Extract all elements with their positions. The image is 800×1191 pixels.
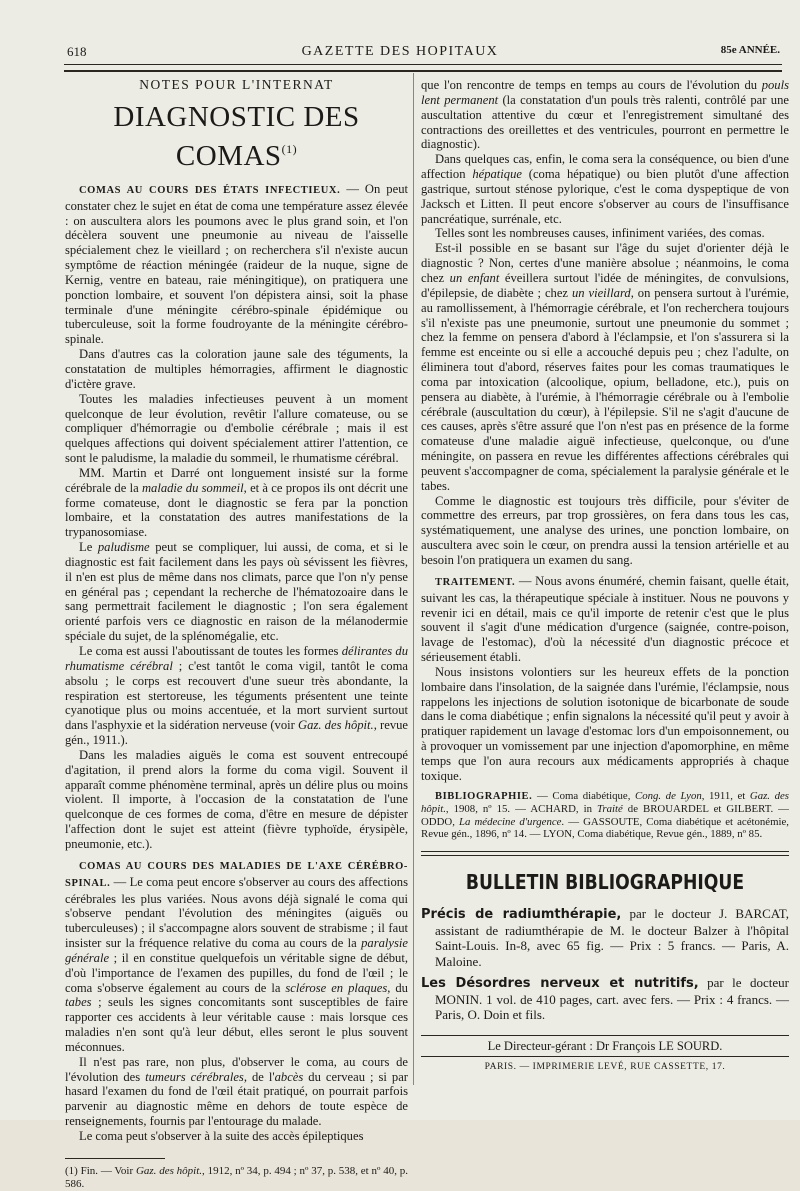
text: , et à ce propos ils ont décrit une forme comateuse, dont le diagnostic se fera par la ponction lombaire, et la constatation des autres manifestations de la trypanosomiase.: [65, 480, 408, 540]
editor-signature: Le Directeur-gérant : Dr François LE SOURD.: [421, 1035, 789, 1058]
paragraph: [65, 1055, 408, 1129]
text: Il n'est pas rare, non plus, d'observer le coma, au cours de l'évolution des: [65, 1054, 408, 1084]
paragraph: [65, 540, 408, 644]
italic-text: hépatique: [472, 167, 522, 182]
footnote: [65, 1165, 408, 1191]
text: ; seuls les signes concomitants sont susceptibles de faire rapporter ces accidents à leur véritable cause : mais lorsque ces maladies n'en sont qu'à leur début, elles seront le plus souvent méconnues.: [65, 995, 408, 1054]
section-heading: NOTES POUR L'INTERNAT: [139, 77, 334, 92]
text: du cerveau ; si par hasard l'examen du fond de l'œil était pratiqué, on pourrait parfois parvenir au diagnostic même en dehors de toute espèce de renseignements, fournis par l'entourage du malade.: [65, 1069, 408, 1129]
paragraph: Dans d'autres cas la coloration jaune sale des téguments, la constatation de multiples hémorragies, affirment le diagnostic d'ictère grave.: [65, 347, 408, 391]
bibliography: [421, 790, 789, 841]
text: par le docteur MONIN. 1 vol. de 410 pages, cart. avec fers. — Prix : 4 francs. — Paris, O. Doin et fils.: [435, 975, 789, 1023]
text: (la constatation d'un pouls très ralenti, contrôlé par une auscultation attentive du cœur et l'enregistrement simultané des contractions des oreillettes et des ventricules, pourront en permettre le diagnostic).: [421, 92, 789, 152]
paragraph: [65, 858, 408, 1055]
text: , 1911, et: [701, 789, 750, 802]
text: Est-il possible en se basant sur l'âge du sujet d'orienter déjà le diagnostic ? Non, certes d'une manière absolue ; néanmoins, le coma chez: [421, 241, 789, 285]
italic-text: tabes: [65, 995, 92, 1010]
printer-imprint: PARIS. — IMPRIMERIE LEVÉ, RUE CASSETTE, 17.: [484, 1062, 726, 1073]
paragraph: Telles sont les nombreuses causes, infiniment variées, des comas.: [435, 226, 765, 241]
paragraph: Le coma peut s'observer à la suite des accès épileptiques: [79, 1129, 364, 1143]
paragraph: [421, 241, 789, 493]
page-number: 618: [67, 44, 87, 59]
text: , revue gén., 1911.).: [65, 718, 409, 748]
text: — Coma diabétique,: [532, 789, 635, 802]
paragraph: [65, 466, 408, 540]
italic-text: délirantes du rhumatisme cérébral: [65, 644, 408, 673]
text: ; c'est tantôt le coma vigil, tantôt le coma absolu ; le corps est recouvert d'une sueur très abondante, la respiration est stertoreuse, les téguments présentent une teinte cyanotique plus ou moins accentuée, et la mort survient surtout dans l'asphyxie et la sidération nerveuse (voir: [65, 658, 408, 733]
text: , 1912, nº 34, p. 494 ; nº 37, p. 538, et nº 40, p. 586.: [65, 1164, 409, 1190]
title-footnote-mark: (1): [281, 141, 298, 156]
text: — Nous avons énuméré, chemin faisant, quelle était, suivant les cas, la thérapeutique spéciale à instituer. Nous ne pouvons y revenir ici en détail, mais ce qu'il importe de retenir c'est que le plus souvent il s'agit d'une médication d'urgence (saignée, contre-poison, lavage de l'estomac), d'où la nécessité d'un diagnostic précoce et sérieusement établi.: [421, 573, 789, 665]
paragraph: [65, 182, 408, 347]
text: que l'on rencontre de temps en temps au cours de l'évolution du: [421, 78, 762, 92]
journal-year: 85e ANNÉE.: [720, 44, 780, 56]
paragraph: Comme le diagnostic est toujours très difficile, pour s'éviter de commettre des erreurs, par trop grossières, on fera dans tous les cas, systématiquement, une analyse des urines, une ponction lombaire, on auscultera avec soin le cœur, on prendra aussi la tension artérielle et au besoin l'on pratiquera un examen du sang.: [421, 493, 789, 567]
italic-text: abcès: [274, 1069, 304, 1084]
italic-text: paludisme: [97, 540, 150, 555]
paragraph: [421, 78, 789, 152]
text: , de l': [243, 1069, 275, 1084]
italic-text: Gaz. des hôpit.: [135, 1164, 203, 1177]
paragraph: [65, 644, 408, 748]
italic-text: sclérose en plaques: [285, 980, 388, 995]
text: Dans quelques cas, enfin, le coma sera la conséquence, ou bien d'une affection: [421, 152, 789, 182]
text: MM. Martin et Darré ont longuement insisté sur la forme cérébrale de la: [65, 465, 408, 495]
paragraph: [421, 152, 789, 226]
italic-text: pouls lent permanent: [421, 78, 789, 107]
bulletin-heading: BULLETIN BIBLIOGRAPHIQUE: [465, 870, 745, 895]
italic-text: tumeurs cérébrales: [145, 1069, 244, 1084]
section-rule: [421, 851, 789, 856]
column-divider: [413, 73, 414, 1085]
paragraph-text: — On peut constater chez le sujet en état de coma une température assez élevée : on auscultera alors les poumons avec le plus grand soin, et l'on décèlera souvent une pneumonie au niveau de l'aisselle spécialement chez le vieillard ; on recherchera s'il n'existe aucun symptôme de réaction méningée (raideur de la nuque, signe de Kernig, ventre en bateau, raie méningitique), on pratiquera une ponction lombaire, et souvent l'on dépistera ainsi, soit la phase terminale d'une méningite cérébro-spinale épidémique ou tuberculeuse, soit la forme foudroyante de la méningite cérébro-spinale.: [65, 181, 408, 347]
paragraph: [421, 574, 789, 665]
subheading: COMAS AU COURS DES ÉTATS INFECTIEUX.: [79, 184, 341, 196]
left-column: [65, 78, 408, 1191]
book-title: Précis de radiumthérapie,: [421, 907, 622, 923]
text: ; il en constitue quelquefois un véritable signe de début, d'où l'importance de l'examen des pupilles, du fond de l'œil ; le coma s'observe également au cours de la: [65, 950, 408, 995]
italic-text: paralysie générale: [65, 936, 408, 965]
text: , on pensera surtout à l'urémie, au ramollissement, à l'hémorragie cérébrale, et l'on recherchera toujours s'il n'existe pas une pneumonie, surtout une pneumonie du sommet ; chez la femme on pensera d'abord à l'éclampsie, et l'on s'assurera si la femme est enceinte ou si elle a accouché depuis peu ; chez l'adulte, on éliminera tout d'abord, réserves faites pour les comas traumatiques le coma par intoxication (alcoolique, opium, belladone, etc.), puis on pensera au diabète, à l'urémie, à l'hémorragie cérébrale ou à l'embolie cérébrale (auscultation du cœur), à l'épilepsie. S'il ne s'agit d'aucune de ces causes, après s'être assuré que l'on n'est pas en présence de la forme comateuse d'une maladie aiguë infectieuse, quelconque, ou d'une méningite, on passera en revue les différentes affections cérébrales qui peuvent s'accompagner de coma, spécialement la paralysie générale et le tabes.: [421, 285, 789, 493]
italic-text: La médecine d'urgence: [458, 815, 562, 828]
text: . — GASSOUTE, Coma diabétique et acétonémie, Revue gén., 1896, nº 14. — LYON, Coma diabétique, Revue gén., 1889, nº 85.: [421, 815, 789, 841]
text: , du: [387, 980, 408, 995]
article-title-text: DIAGNOSTIC DES COMAS: [113, 100, 360, 172]
italic-text: Gaz. des hôpit.: [298, 718, 374, 733]
paragraph: Toutes les maladies infectieuses peuvent à un moment quelconque de leur évolution, revêtir l'allure comateuse, ou se compliquer d'hémorragie ou d'embolie cérébrale ; mais il est quelques affections qui doivent spécialement attirer l'attention, ce sont le paludisme, la maladie du sommeil, le rhumatisme cérébral.: [65, 391, 408, 466]
text: , 1908, nº 15. — ACHARD, in: [445, 803, 597, 816]
text: par le docteur J. BARCAT, assistant de radiumthérapie de M. le docteur Balzer à l'hôpital Saint-Louis. In-8, avec 65 fig. — Prix : 5 francs. — Paris, A. Maloine.: [435, 906, 789, 969]
book-title: Les Désordres nerveux et nutritifs,: [421, 976, 699, 992]
subheading: BIBLIOGRAPHIE.: [435, 790, 533, 802]
text: éveillera surtout l'idée de méningites, de convulsions, d'épilepsie, de diabète ; chez: [421, 270, 789, 300]
text: peut se compliquer, lui aussi, de coma, et si le diagnostic est fait facilement dans les pays où sévissent les fièvres, il n'en est plus de même dans nos climats, parce que l'on n'y pense en général pas ; cependant la recherche de l'hématozoaire dans le sang permettrait facilement le diagnostic ; l'on sera également orienté parfois vers ce diagnostic en raison de la mélanodermie spéciale du sujet, de la splénomégalie, etc.: [65, 540, 409, 644]
paragraph: Nous insistons volontiers sur les heureux effets de la ponction lombaire dans l'insolation, de la saignée dans l'urémie, l'éclampsie, nous rappelons les injections de solution isotonique de bicarbonate de soude dans le coma diabétique ; enfin signalons la nécessité qu'il peut y avoir à pratiquer rapidement un lavage d'estomac lors d'un empoisonnement, ou à provoquer un vomissement par une injection d'apomorphine, en même temps que l'on aura recours aux médicaments appropriés à chaque toxique.: [421, 664, 789, 783]
italic-text: Cong. de Lyon: [635, 789, 702, 802]
text: — Le coma peut encore s'observer au cours des affections cérébrales les plus variées. Nous avons déjà signalé le coma qui s'observe pendant l'évolution des méningites (aiguës ou tuberculeuses) ; il s'accompagne alors souvent de strabisme ; il faut insister sur la fréquence relative du coma au cours de la: [65, 874, 408, 951]
subheading: COMAS AU COURS DES MALADIES DE L'AXE CÉRÉBRO-SPINAL.: [65, 860, 408, 889]
subheading: TRAITEMENT.: [435, 576, 516, 588]
header-rule: [64, 64, 782, 65]
article-title: [65, 101, 408, 172]
book-entry: [421, 975, 789, 1023]
text: (1) Fin. — Voir: [65, 1164, 136, 1177]
italic-text: Gaz. des hôpit.: [421, 789, 789, 816]
paragraph: Dans les maladies aiguës le coma est souvent entrecoupé d'agitation, il prend alors la forme du coma vigil. Souvent il apparaît comme phénomène terminal, après un délire plus ou moins violent. Il importe, à l'occasion de la constatation de l'une quelconque de ces formes de coma, d'être en mesure de dépister l'affection dont le sujet est atteint (fièvre typhoïde, érysipèle, pneumonie, etc.).: [65, 747, 408, 851]
right-column: [421, 78, 789, 1075]
italic-text: maladie du sommeil: [141, 480, 244, 495]
footnote-rule: [65, 1158, 165, 1159]
text: (coma hépatique) ou bien plutôt d'une affection gastrique, surtout sténose pylorique, c'est le coma dyspeptique de von Jacksch et Litten. Il peut encore s'observer au cours de l'insuffisance pancréatique, surrénale, etc.: [421, 167, 790, 226]
italic-text: Traité: [597, 803, 623, 816]
text: de BROUARDEL et GILBERT. — ODDO,: [421, 803, 789, 828]
italic-text: un enfant: [449, 270, 500, 285]
book-entry: [421, 906, 789, 969]
text: Le: [79, 540, 98, 555]
italic-text: un vieillard: [571, 285, 631, 300]
text: Le coma est aussi l'aboutissant de toutes les formes: [79, 644, 342, 658]
header-rule-thick: [64, 70, 782, 72]
journal-title: GAZETTE DES HOPITAUX: [301, 44, 499, 59]
